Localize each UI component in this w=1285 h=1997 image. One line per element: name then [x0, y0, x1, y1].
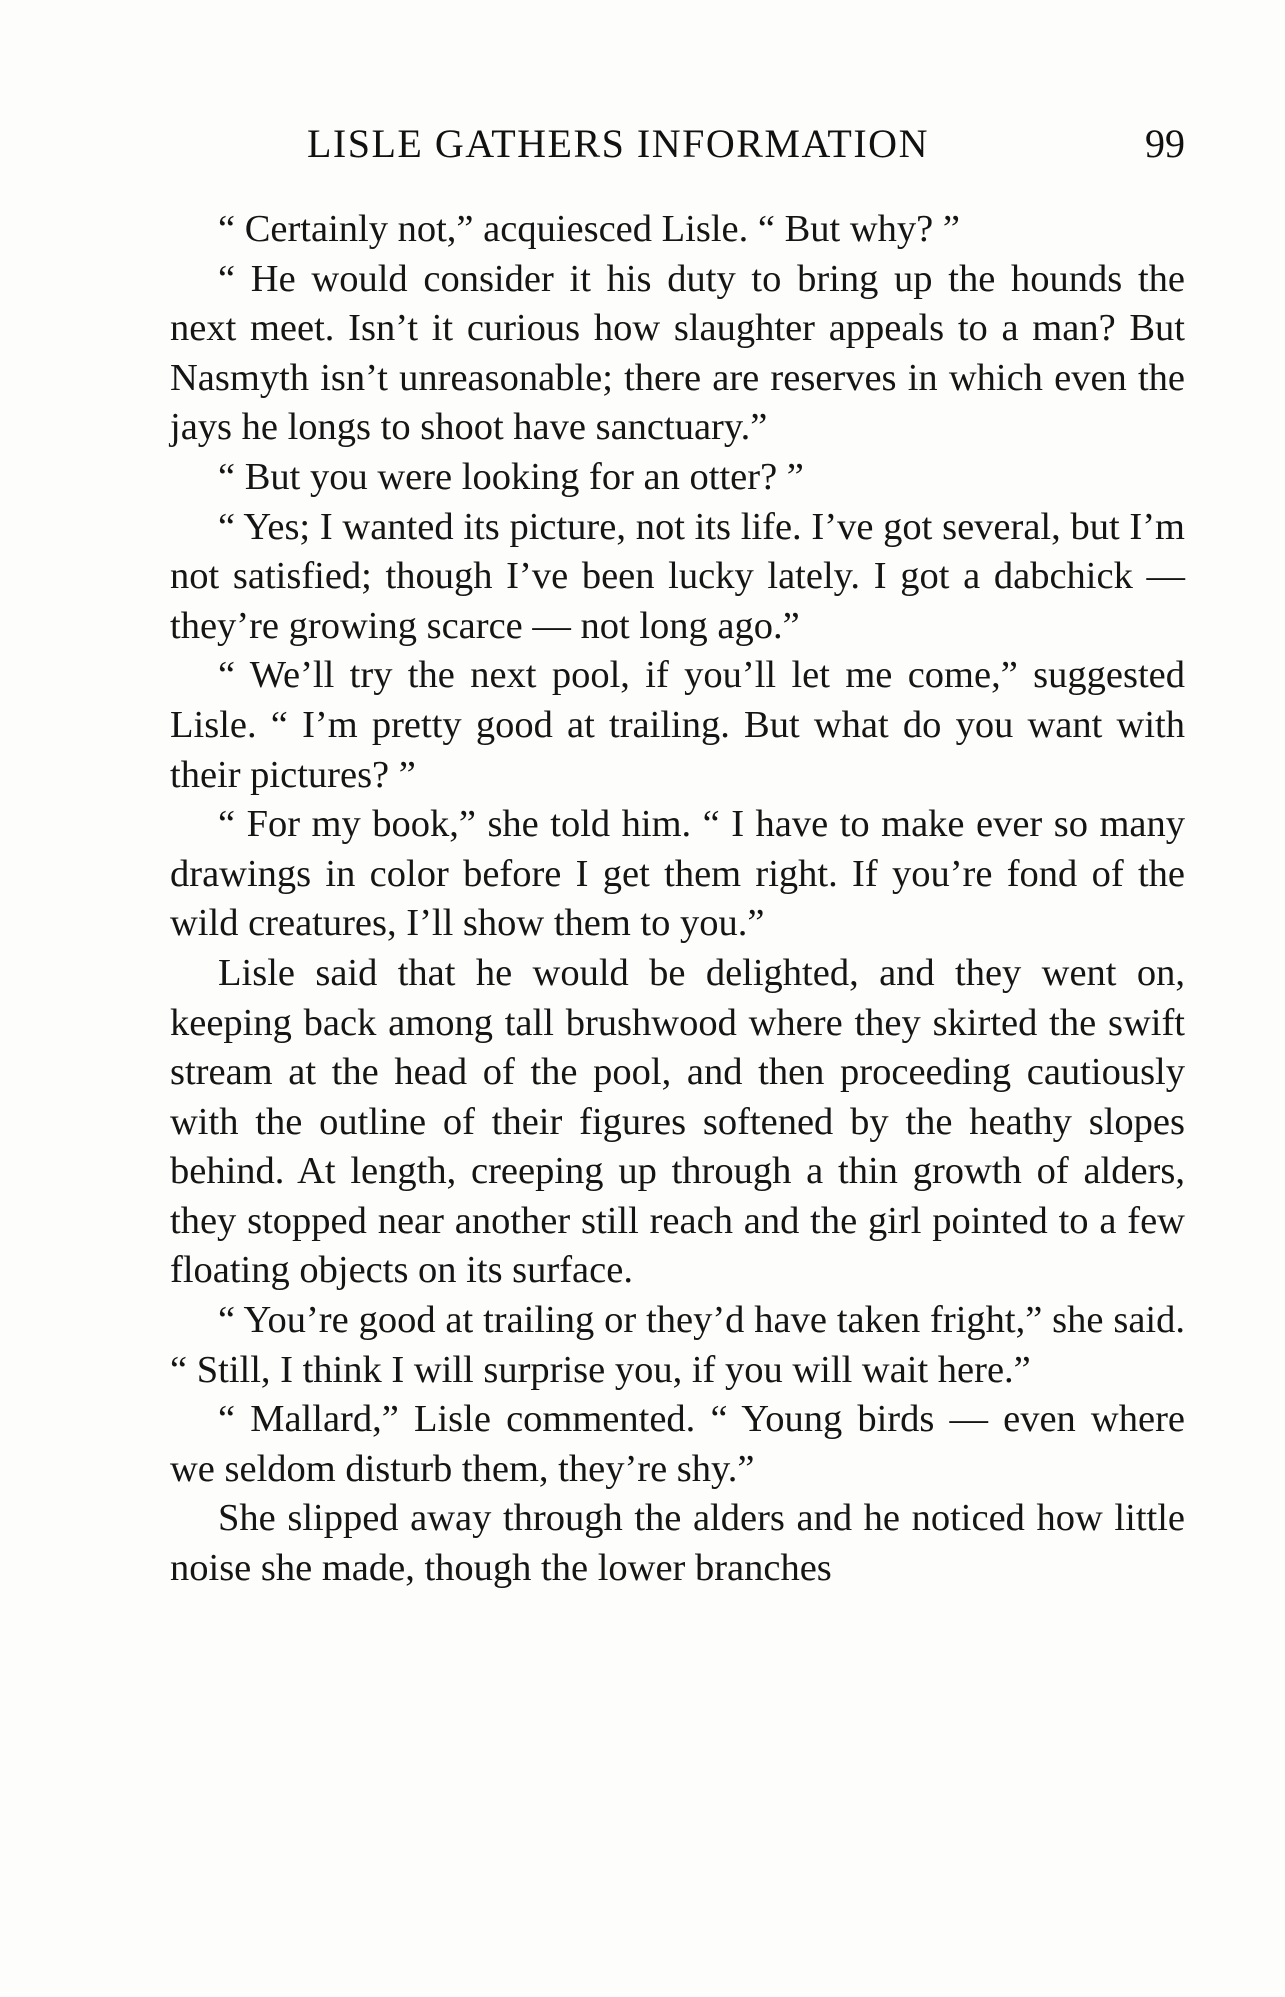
- body-text: [170, 205, 1185, 1594]
- running-title: LISLE GATHERS INFORMATION: [307, 121, 929, 166]
- paragraph: Lisle said that he would be delighted, and they went on, keeping back among tall brushwood where they skirted the swift stream at the head of the pool, and then proceeding cautiously with the outline of their figures softened by the heathy slopes behind. At length, creeping up through a thin growth of alders, they stopped near another still reach and the girl pointed to a few floating objects on its surface.: [170, 951, 1185, 1292]
- paragraph: “ Yes; I wanted its picture, not its life. I’ve got several, but I’m not satisfied; though I’ve been lucky lately. I got a dabchick — they’re growing scarce — not long ago.”: [170, 505, 1185, 647]
- paragraph: “ For my book,” she told him. “ I have to make ever so many drawings in color before I get them right. If you’re fond of the wild creatures, I’ll show them to you.”: [170, 803, 1185, 945]
- paragraph: “ He would consider it his duty to bring up the hounds the next meet. Isn’t it curious how slaughter appeals to a man? But Nasmyth isn’t unreasonable; there are reserves in which even the jays he longs to shoot have sanctuary.”: [170, 257, 1185, 449]
- paragraph: “ But you were looking for an otter? ”: [218, 455, 804, 498]
- paragraph: “ Certainly not,” acquiesced Lisle. “ But why? ”: [218, 208, 960, 250]
- page-number: 99: [1145, 121, 1185, 166]
- page-header: [170, 120, 1185, 180]
- paragraph: She slipped away through the alders and he noticed how little noise she made, though the lower branches: [170, 1497, 1185, 1590]
- paragraph: “ We’ll try the next pool, if you’ll let me come,” suggested Lisle. “ I’m pretty good at trailing. But what do you want with their pictures? ”: [170, 654, 1185, 796]
- paragraph: “ Mallard,” Lisle commented. “ Young birds — even where we seldom disturb them, they’re shy.”: [170, 1398, 1185, 1490]
- paragraph: “ You’re good at trailing or they’d have taken fright,” she said. “ Still, I think I will surprise you, if you will wait here.”: [170, 1299, 1185, 1391]
